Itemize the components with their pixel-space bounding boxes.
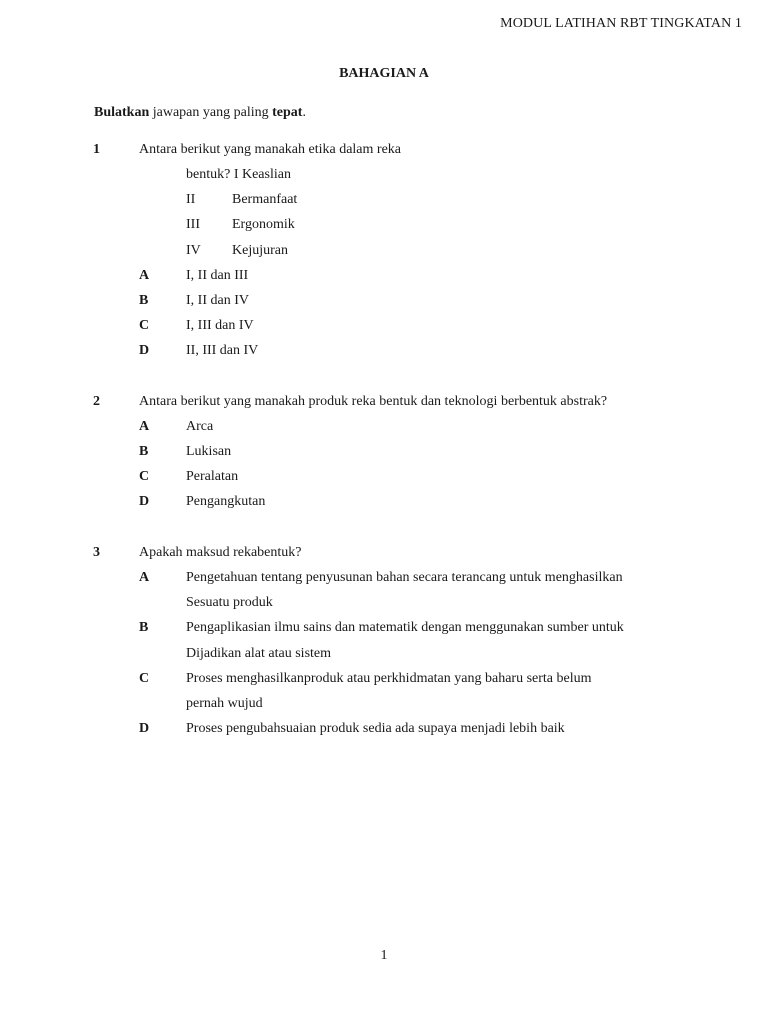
option-letter: A (139, 570, 150, 585)
option-text: I, III dan IV (186, 318, 254, 333)
answer-option[interactable] (0, 444, 768, 464)
option-letter: D (139, 494, 150, 509)
statement-roman: IV (186, 243, 201, 258)
option-letter: B (139, 620, 149, 635)
instruction-text: jawapan yang paling (149, 105, 273, 120)
option-letter: B (139, 293, 149, 308)
question-text: Antara berikut yang manakah etika dalam reka (139, 142, 401, 157)
instruction-bold-verb: Bulatkan (94, 105, 150, 120)
option-letter: D (139, 343, 150, 358)
question-number: 2 (93, 394, 100, 409)
answer-option[interactable] (0, 494, 768, 514)
option-letter: A (139, 268, 150, 283)
answer-option[interactable] (0, 268, 768, 288)
answer-option[interactable] (0, 419, 768, 439)
option-text: Proses menghasilkanproduk atau perkhidmatan yang baharu serta belum (186, 671, 592, 686)
answer-option[interactable] (0, 570, 768, 615)
question-number: 1 (93, 142, 100, 157)
option-text-continued: Sesuatu produk (186, 595, 273, 610)
option-text: Arca (186, 419, 214, 434)
option-text: Proses pengubahsuaian produk sedia ada supaya menjadi lebih baik (186, 721, 565, 736)
option-text: Peralatan (186, 469, 239, 484)
option-letter: A (139, 419, 150, 434)
instruction (94, 105, 306, 121)
option-text: Lukisan (186, 444, 232, 459)
statement-roman: II (186, 192, 196, 207)
option-text: Pengangkutan (186, 494, 266, 509)
option-letter: C (139, 469, 150, 484)
answer-option[interactable] (0, 721, 768, 741)
question-text-continued: bentuk? I Keaslian (186, 167, 291, 182)
answer-option[interactable] (0, 293, 768, 313)
answer-option[interactable] (0, 671, 768, 716)
question-text: Apakah maksud rekabentuk? (139, 545, 302, 560)
question-text: Antara berikut yang manakah produk reka bentuk dan teknologi berbentuk abstrak? (139, 394, 608, 409)
section-title: BAHAGIAN A (339, 66, 429, 81)
option-text: I, II dan IV (186, 293, 249, 308)
statement-roman: III (186, 217, 200, 232)
option-letter: B (139, 444, 149, 459)
statement-text: Kejujuran (232, 243, 288, 258)
option-text: Pengaplikasian ilmu sains dan matematik dengan menggunakan sumber untuk (186, 620, 624, 635)
option-text: II, III dan IV (186, 343, 259, 358)
question-number: 3 (93, 545, 100, 560)
statement-text: Ergonomik (232, 217, 295, 232)
answer-option[interactable] (0, 343, 768, 363)
option-text: I, II dan III (186, 268, 249, 283)
option-text-continued: pernah wujud (186, 696, 263, 711)
answer-option[interactable] (0, 469, 768, 489)
option-text: Pengetahuan tentang penyusunan bahan secara terancang untuk menghasilkan (186, 570, 623, 585)
statement-text: Bermanfaat (232, 192, 298, 207)
answer-option[interactable] (0, 318, 768, 338)
instruction-end: . (302, 105, 306, 120)
option-text-continued: Dijadikan alat atau sistem (186, 646, 332, 661)
page-number: 1 (380, 948, 388, 963)
instruction-bold-word: tepat (272, 105, 303, 120)
option-letter: C (139, 671, 150, 686)
statement-item (0, 243, 768, 263)
document-header: MODUL LATIHAN RBT TINGKATAN 1 (500, 16, 742, 31)
statement-item (0, 217, 768, 237)
answer-option[interactable] (0, 620, 768, 665)
option-letter: C (139, 318, 150, 333)
statement-item (0, 192, 768, 212)
option-letter: D (139, 721, 150, 736)
